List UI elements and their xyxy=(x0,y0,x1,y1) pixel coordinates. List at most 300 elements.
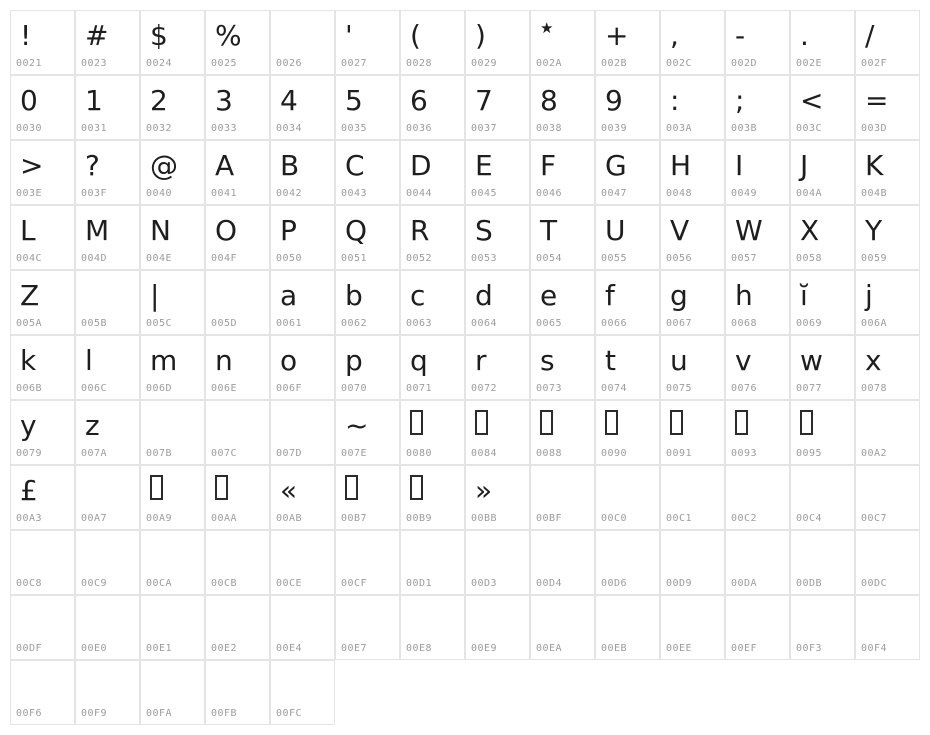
glyph-preview: T xyxy=(540,214,558,247)
glyph-preview: c xyxy=(410,279,426,312)
glyph-preview xyxy=(76,531,138,583)
glyph-cell xyxy=(400,10,465,75)
glyph-preview xyxy=(76,596,138,648)
glyph-preview: ★ xyxy=(540,19,554,37)
glyph-code-label: 003A xyxy=(666,123,693,134)
glyph-code-label: 00F6 xyxy=(16,708,43,719)
glyph-code-label: 00C4 xyxy=(796,513,823,524)
glyph-code-label: 0055 xyxy=(601,253,628,264)
glyph-preview xyxy=(531,401,593,453)
glyph-code-label: 0032 xyxy=(146,123,173,134)
glyph-code-label: 00C9 xyxy=(81,578,108,589)
glyph-preview: 5 xyxy=(345,84,363,117)
glyph-cell xyxy=(530,75,595,140)
glyph-code-label: 00CB xyxy=(211,578,238,589)
glyph-code-label: 00D3 xyxy=(471,578,498,589)
glyph-cell xyxy=(855,400,920,465)
glyph-cell xyxy=(530,140,595,205)
glyph-code-label: 004E xyxy=(146,253,173,264)
glyph-code-label: 0031 xyxy=(81,123,108,134)
glyph-code-label: 003B xyxy=(731,123,758,134)
glyph-cell xyxy=(465,270,530,335)
glyph-cell xyxy=(140,10,205,75)
glyph-preview xyxy=(11,531,73,583)
notdef-box-icon xyxy=(410,410,423,435)
glyph-preview xyxy=(791,466,853,518)
glyph-preview: a xyxy=(280,279,298,312)
glyph-code-label: 00AB xyxy=(276,513,303,524)
glyph-cell xyxy=(660,595,725,660)
glyph-cell xyxy=(400,335,465,400)
glyph-cell xyxy=(10,140,75,205)
glyph-code-label: 0053 xyxy=(471,253,498,264)
glyph-preview xyxy=(206,531,268,583)
glyph-preview: # xyxy=(85,19,109,52)
glyph-preview: N xyxy=(150,214,171,247)
glyph-cell xyxy=(855,10,920,75)
glyph-code-label: 002B xyxy=(601,58,628,69)
glyph-cell xyxy=(75,595,140,660)
glyph-code-label: 007E xyxy=(341,448,368,459)
glyph-cell xyxy=(595,335,660,400)
glyph-cell xyxy=(205,530,270,595)
glyph-cell xyxy=(270,75,335,140)
glyph-cell xyxy=(140,465,205,530)
glyph-code-label: 00BB xyxy=(471,513,498,524)
glyph-preview xyxy=(661,596,723,648)
glyph-code-label: 00E8 xyxy=(406,643,433,654)
glyph-preview: @ xyxy=(150,149,178,182)
glyph-code-label: 00E0 xyxy=(81,643,108,654)
glyph-cell xyxy=(10,660,75,725)
glyph-cell xyxy=(10,465,75,530)
glyph-code-label: 002C xyxy=(666,58,693,69)
glyph-preview: h xyxy=(735,279,753,312)
glyph-preview xyxy=(336,531,398,583)
glyph-cell xyxy=(10,270,75,335)
glyph-cell xyxy=(75,465,140,530)
glyph-preview: n xyxy=(215,344,233,377)
glyph-cell xyxy=(855,530,920,595)
glyph-preview: $ xyxy=(150,19,168,52)
glyph-preview: f xyxy=(605,279,615,312)
glyph-preview: g xyxy=(670,279,688,312)
glyph-code-label: 0090 xyxy=(601,448,628,459)
glyph-preview xyxy=(856,466,918,518)
glyph-preview xyxy=(206,466,268,518)
glyph-preview xyxy=(141,661,203,713)
glyph-code-label: 00FC xyxy=(276,708,303,719)
glyph-cell xyxy=(790,205,855,270)
glyph-cell xyxy=(595,75,660,140)
glyph-code-label: 00E2 xyxy=(211,643,238,654)
glyph-cell xyxy=(595,465,660,530)
glyph-preview: D xyxy=(410,149,432,182)
glyph-code-label: 0056 xyxy=(666,253,693,264)
glyph-preview xyxy=(596,596,658,648)
glyph-code-label: 00B9 xyxy=(406,513,433,524)
glyph-cell xyxy=(400,530,465,595)
glyph-preview xyxy=(271,596,333,648)
glyph-preview: - xyxy=(735,19,746,52)
glyph-preview: = xyxy=(865,84,889,117)
glyph-cell xyxy=(660,530,725,595)
glyph-cell xyxy=(205,270,270,335)
glyph-code-label: 005C xyxy=(146,318,173,329)
glyph-code-label: 0036 xyxy=(406,123,433,134)
glyph-cell xyxy=(660,270,725,335)
glyph-preview xyxy=(76,466,138,518)
glyph-code-label: 0038 xyxy=(536,123,563,134)
glyph-code-label: 0052 xyxy=(406,253,433,264)
glyph-code-label: 007B xyxy=(146,448,173,459)
glyph-code-label: 0072 xyxy=(471,383,498,394)
glyph-preview: < xyxy=(800,84,824,117)
glyph-code-label: 00DB xyxy=(796,578,823,589)
glyph-code-label: 00A3 xyxy=(16,513,43,524)
glyph-code-label: 0073 xyxy=(536,383,563,394)
glyph-code-label: 002F xyxy=(861,58,888,69)
glyph-code-label: 007D xyxy=(276,448,303,459)
glyph-code-label: 00E9 xyxy=(471,643,498,654)
glyph-code-label: 004C xyxy=(16,253,43,264)
glyph-preview: k xyxy=(20,344,37,377)
glyph-cell xyxy=(855,465,920,530)
glyph-cell xyxy=(335,75,400,140)
glyph-preview: £ xyxy=(20,474,38,507)
glyph-code-label: 0058 xyxy=(796,253,823,264)
glyph-preview: p xyxy=(345,344,363,377)
glyph-preview: R xyxy=(410,214,430,247)
glyph-code-label: 004B xyxy=(861,188,888,199)
glyph-preview: t xyxy=(605,344,616,377)
glyph-preview: 9 xyxy=(605,84,623,117)
glyph-preview: P xyxy=(280,214,297,247)
glyph-code-label: 00F4 xyxy=(861,643,888,654)
glyph-cell xyxy=(530,335,595,400)
glyph-cell xyxy=(140,660,205,725)
glyph-preview: 2 xyxy=(150,84,168,117)
glyph-cell xyxy=(10,10,75,75)
glyph-cell xyxy=(660,335,725,400)
glyph-cell xyxy=(270,140,335,205)
glyph-code-label: 0088 xyxy=(536,448,563,459)
glyph-preview xyxy=(661,466,723,518)
glyph-code-label: 003C xyxy=(796,123,823,134)
glyph-preview: w xyxy=(800,344,823,377)
glyph-preview xyxy=(791,531,853,583)
glyph-preview: B xyxy=(280,149,300,182)
glyph-cell xyxy=(595,270,660,335)
glyph-preview xyxy=(206,596,268,648)
glyph-cell xyxy=(10,530,75,595)
glyph-code-label: 0023 xyxy=(81,58,108,69)
glyph-preview: O xyxy=(215,214,238,247)
glyph-preview: 6 xyxy=(410,84,428,117)
glyph-cell xyxy=(75,400,140,465)
glyph-cell xyxy=(75,75,140,140)
glyph-cell xyxy=(465,335,530,400)
glyph-preview: v xyxy=(735,344,752,377)
glyph-code-label: 0059 xyxy=(861,253,888,264)
glyph-code-label: 00EF xyxy=(731,643,758,654)
glyph-cell xyxy=(530,400,595,465)
glyph-cell xyxy=(205,595,270,660)
glyph-cell xyxy=(790,75,855,140)
glyph-code-label: 00CF xyxy=(341,578,368,589)
glyph-code-label: 0080 xyxy=(406,448,433,459)
glyph-cell xyxy=(75,530,140,595)
glyph-cell xyxy=(465,530,530,595)
glyph-code-label: 00A7 xyxy=(81,513,108,524)
glyph-preview xyxy=(271,661,333,713)
character-map-grid xyxy=(10,10,920,725)
notdef-box-icon xyxy=(475,410,488,435)
glyph-preview: 7 xyxy=(475,84,493,117)
glyph-code-label: 0024 xyxy=(146,58,173,69)
glyph-preview: , xyxy=(670,19,679,52)
glyph-cell xyxy=(140,270,205,335)
glyph-preview: H xyxy=(670,149,692,182)
glyph-cell xyxy=(530,10,595,75)
glyph-preview: d xyxy=(475,279,493,312)
glyph-code-label: 003D xyxy=(861,123,888,134)
glyph-preview xyxy=(726,401,788,453)
glyph-code-label: 006E xyxy=(211,383,238,394)
glyph-preview xyxy=(466,531,528,583)
glyph-preview: « xyxy=(280,474,298,507)
glyph-preview xyxy=(141,401,203,453)
glyph-code-label: 006D xyxy=(146,383,173,394)
glyph-cell xyxy=(855,595,920,660)
glyph-preview: C xyxy=(345,149,365,182)
glyph-cell xyxy=(790,270,855,335)
glyph-code-label: 0041 xyxy=(211,188,238,199)
glyph-preview: I xyxy=(735,149,744,182)
glyph-cell xyxy=(400,400,465,465)
glyph-cell xyxy=(725,75,790,140)
glyph-code-label: 00C0 xyxy=(601,513,628,524)
glyph-preview: : xyxy=(670,84,680,117)
glyph-cell xyxy=(10,335,75,400)
glyph-preview: Y xyxy=(865,214,883,247)
glyph-cell xyxy=(660,205,725,270)
glyph-code-label: 0095 xyxy=(796,448,823,459)
glyph-preview: ' xyxy=(345,19,353,52)
glyph-code-label: 0065 xyxy=(536,318,563,329)
glyph-preview: m xyxy=(150,344,178,377)
glyph-preview: 4 xyxy=(280,84,298,117)
glyph-cell xyxy=(335,465,400,530)
glyph-preview: L xyxy=(20,214,36,247)
glyph-code-label: 0079 xyxy=(16,448,43,459)
glyph-cell xyxy=(400,75,465,140)
glyph-preview: W xyxy=(735,214,763,247)
glyph-code-label: 00DA xyxy=(731,578,758,589)
glyph-preview xyxy=(726,466,788,518)
glyph-cell xyxy=(205,205,270,270)
glyph-cell xyxy=(465,205,530,270)
glyph-cell xyxy=(335,400,400,465)
glyph-code-label: 0076 xyxy=(731,383,758,394)
glyph-code-label: 0061 xyxy=(276,318,303,329)
glyph-preview: x xyxy=(865,344,882,377)
glyph-preview: X xyxy=(800,214,820,247)
glyph-preview: ! xyxy=(20,19,32,52)
notdef-box-icon xyxy=(735,410,748,435)
glyph-cell xyxy=(140,595,205,660)
notdef-box-icon xyxy=(670,410,683,435)
glyph-preview: o xyxy=(280,344,298,377)
glyph-cell xyxy=(270,270,335,335)
glyph-cell xyxy=(335,270,400,335)
glyph-code-label: 003E xyxy=(16,188,43,199)
glyph-preview: ( xyxy=(410,19,421,52)
glyph-cell xyxy=(790,595,855,660)
glyph-code-label: 0047 xyxy=(601,188,628,199)
glyph-code-label: 0045 xyxy=(471,188,498,199)
glyph-cell xyxy=(140,530,205,595)
glyph-preview: 0 xyxy=(20,84,38,117)
glyph-preview xyxy=(791,596,853,648)
glyph-preview: . xyxy=(800,19,809,52)
glyph-code-label: 00E7 xyxy=(341,643,368,654)
glyph-code-label: 0063 xyxy=(406,318,433,329)
glyph-code-label: 00D6 xyxy=(601,578,628,589)
glyph-code-label: 0062 xyxy=(341,318,368,329)
glyph-code-label: 0070 xyxy=(341,383,368,394)
glyph-preview xyxy=(11,596,73,648)
glyph-cell xyxy=(205,400,270,465)
glyph-cell xyxy=(530,530,595,595)
glyph-code-label: 00AA xyxy=(211,513,238,524)
glyph-code-label: 006B xyxy=(16,383,43,394)
glyph-cell xyxy=(595,530,660,595)
glyph-preview: ~ xyxy=(345,409,369,442)
glyph-cell xyxy=(75,335,140,400)
glyph-preview xyxy=(11,661,73,713)
glyph-code-label: 0078 xyxy=(861,383,888,394)
glyph-preview xyxy=(856,531,918,583)
glyph-code-label: 0093 xyxy=(731,448,758,459)
glyph-code-label: 0034 xyxy=(276,123,303,134)
glyph-code-label: 00C1 xyxy=(666,513,693,524)
glyph-cell xyxy=(855,270,920,335)
notdef-box-icon xyxy=(605,410,618,435)
glyph-code-label: 00FB xyxy=(211,708,238,719)
glyph-code-label: 0026 xyxy=(276,58,303,69)
glyph-preview: q xyxy=(410,344,428,377)
glyph-preview xyxy=(271,531,333,583)
glyph-cell xyxy=(855,75,920,140)
glyph-preview xyxy=(401,401,463,453)
glyph-cell xyxy=(205,10,270,75)
notdef-box-icon xyxy=(410,475,423,500)
glyph-code-label: 00D9 xyxy=(666,578,693,589)
glyph-cell xyxy=(10,595,75,660)
glyph-cell xyxy=(725,205,790,270)
glyph-preview xyxy=(856,401,918,453)
glyph-preview: E xyxy=(475,149,493,182)
glyph-cell xyxy=(75,205,140,270)
glyph-code-label: 004D xyxy=(81,253,108,264)
glyph-cell xyxy=(465,400,530,465)
glyph-preview: Q xyxy=(345,214,368,247)
glyph-code-label: 0040 xyxy=(146,188,173,199)
glyph-preview: % xyxy=(215,19,242,52)
glyph-cell xyxy=(790,10,855,75)
glyph-code-label: 00CE xyxy=(276,578,303,589)
glyph-code-label: 00B7 xyxy=(341,513,368,524)
glyph-preview: > xyxy=(20,149,44,182)
glyph-preview xyxy=(791,401,853,453)
glyph-code-label: 006C xyxy=(81,383,108,394)
glyph-cell xyxy=(335,205,400,270)
glyph-preview xyxy=(141,466,203,518)
glyph-code-label: 00DF xyxy=(16,643,43,654)
glyph-cell xyxy=(75,10,140,75)
glyph-preview: l xyxy=(85,344,93,377)
glyph-cell xyxy=(140,400,205,465)
glyph-code-label: 0042 xyxy=(276,188,303,199)
glyph-cell xyxy=(725,140,790,205)
glyph-code-label: 0048 xyxy=(666,188,693,199)
glyph-cell xyxy=(660,465,725,530)
glyph-code-label: 0044 xyxy=(406,188,433,199)
glyph-preview xyxy=(596,531,658,583)
glyph-preview: ĭ xyxy=(800,279,808,312)
glyph-code-label: 00F3 xyxy=(796,643,823,654)
glyph-cell xyxy=(660,140,725,205)
glyph-cell xyxy=(660,10,725,75)
glyph-preview: 8 xyxy=(540,84,558,117)
glyph-code-label: 004A xyxy=(796,188,823,199)
glyph-code-label: 0021 xyxy=(16,58,43,69)
glyph-preview xyxy=(76,661,138,713)
glyph-code-label: 0064 xyxy=(471,318,498,329)
glyph-code-label: 00E4 xyxy=(276,643,303,654)
glyph-preview xyxy=(206,661,268,713)
glyph-cell xyxy=(335,10,400,75)
glyph-preview xyxy=(206,401,268,453)
glyph-preview xyxy=(401,466,463,518)
glyph-preview: A xyxy=(215,149,235,182)
glyph-preview: b xyxy=(345,279,363,312)
glyph-code-label: 0037 xyxy=(471,123,498,134)
glyph-cell xyxy=(530,465,595,530)
glyph-preview xyxy=(206,271,268,323)
glyph-cell xyxy=(400,595,465,660)
notdef-box-icon xyxy=(345,475,358,500)
glyph-preview: » xyxy=(475,474,493,507)
glyph-preview xyxy=(531,466,593,518)
glyph-preview xyxy=(856,596,918,648)
glyph-cell xyxy=(595,400,660,465)
glyph-cell xyxy=(140,75,205,140)
glyph-cell xyxy=(335,595,400,660)
glyph-cell xyxy=(725,10,790,75)
glyph-cell xyxy=(270,660,335,725)
glyph-code-label: 00E1 xyxy=(146,643,173,654)
glyph-preview: + xyxy=(605,19,629,52)
glyph-preview: / xyxy=(865,19,875,52)
glyph-code-label: 0030 xyxy=(16,123,43,134)
glyph-code-label: 00D1 xyxy=(406,578,433,589)
notdef-box-icon xyxy=(540,410,553,435)
glyph-preview xyxy=(661,531,723,583)
glyph-code-label: 0074 xyxy=(601,383,628,394)
glyph-cell xyxy=(595,10,660,75)
